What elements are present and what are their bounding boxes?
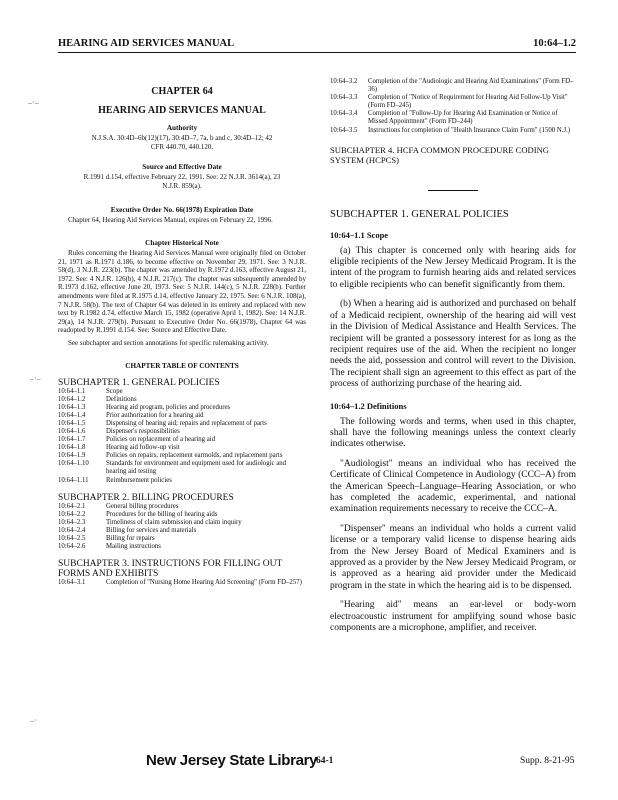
toc-subchapter-3-list-cont bbox=[330, 78, 576, 135]
scope-paragraph-a: (a) This chapter is concerned only with hearing aids for eligible recipients of the New Jersey Medicaid Program. It is the intent of the program to furnish hearing aids and related services to eligible recipients who can benefit significantly from them. bbox=[330, 245, 576, 290]
section-1-1-heading: 10:64–1.1 Scope bbox=[330, 229, 389, 240]
toc-entry[interactable]: 10:64–2.2 Procedures for the billing of hearing aids bbox=[58, 510, 218, 518]
header-manual-title: HEARING AID SERVICES MANUAL bbox=[58, 38, 235, 49]
authority-heading: Authority bbox=[166, 124, 198, 132]
toc-entry[interactable]: 10:64–3.2 Completion of the "Audiologic and Hearing Aid Examinations" (Form FD–36) bbox=[330, 78, 574, 94]
toc-entry[interactable]: 10:64–3.5 Instructions for completion of "Health Insurance Claim Form" (1500 N.J.) bbox=[330, 126, 571, 134]
toc-entry[interactable]: 10:64–3.4 Completion of "Follow-Up for Hearing Aid Examination or Notice of Missed Appointment" (Form FD–244) bbox=[330, 110, 558, 126]
toc-entry[interactable]: 10:64–1.5 Dispensing of hearing aid; repairs and replacement of parts bbox=[58, 419, 267, 427]
right-column bbox=[330, 78, 576, 634]
page-footer bbox=[0, 752, 618, 772]
definitions-intro: The following words and terms, when used in this chapter, shall have the following meanings unless the context clearly indicates otherwise. bbox=[330, 416, 576, 450]
chapter-title: HEARING AID SERVICES MANUAL bbox=[98, 105, 266, 116]
section-divider bbox=[428, 190, 478, 191]
toc-entry[interactable]: 10:64–1.8 Hearing aid follow-up visit bbox=[58, 444, 180, 452]
supplement-date: Supp. 8-21-95 bbox=[520, 756, 575, 766]
margin-mark: –· bbox=[30, 716, 37, 725]
executive-order-text: Chapter 64, Hearing Aid Services Manual, expires on February 22, 1996. bbox=[68, 216, 273, 225]
running-header bbox=[58, 38, 576, 52]
toc-entry[interactable]: 10:64–1.9 Policies on repairs, replacement earmolds, and replacement parts bbox=[58, 452, 283, 460]
left-column bbox=[58, 78, 306, 587]
toc-entry[interactable]: 10:64–1.3 Hearing aid program, policies and procedures bbox=[58, 403, 231, 411]
definition-hearing-aid: "Hearing aid" means an ear-level or body-worn electroacoustic instrument for amplifying sound whose basic components are a microphone, amplifier, and receiver. bbox=[330, 600, 576, 634]
toc-subchapter-2-list bbox=[58, 503, 306, 552]
source-text: R.1991 d.154, effective February 22, 1991. See: 22 N.J.R. 3614(a), 23 N.J.R. 859(a). bbox=[83, 173, 281, 190]
authority-text: N.J.S.A. 30:4D–6b(12)(17), 30:4D–7, 7a, b and c, 30:4D–12; 42 CFR 440.70, 440.120. bbox=[91, 134, 273, 151]
definition-dispenser: "Dispenser" means an individual who holds a current valid license or a temporary valid license to dispense hearing aids from the New Jersey Board of Medical Examiners and is approved as a provider by the New Jersey Medicaid Program, or is approved as a hearing aid provider under the Medicaid program in the state in which the hearing aid is to be dispensed. bbox=[330, 523, 576, 591]
definition-audiologist: "Audiologist" means an individual who has received the Certificate of Clinical Competence in Audiology (CCC–A) from the American Speech–Language–Hearing Association, or who has completed the academic, experimental, and national examination requirements necessary to receive the CCC–A. bbox=[330, 458, 576, 515]
executive-order-heading: Executive Order No. 66(1978) Expiration Date bbox=[110, 206, 254, 215]
toc-entry[interactable]: 10:64–1.10 Standards for environment and equipment used for audiologic and hearing aid testing bbox=[58, 460, 287, 476]
toc-heading: CHAPTER TABLE OF CONTENTS bbox=[125, 361, 239, 370]
toc-subchapter-4-title: SUBCHAPTER 4. HCFA COMMON PROCEDURE CODING SYSTEM (HCPCS) bbox=[330, 144, 550, 165]
historical-note-heading: Chapter Historical Note bbox=[145, 238, 219, 247]
toc-entry[interactable]: 10:64–1.7 Policies on replacement of a hearing aid bbox=[58, 436, 216, 444]
toc-entry[interactable]: 10:64–2.4 Billing for services and materials bbox=[58, 526, 197, 534]
library-stamp: New Jersey State Library bbox=[146, 752, 318, 769]
toc-entry[interactable]: 10:64–1.1 Scope bbox=[58, 387, 123, 395]
subchapter-1-title: SUBCHAPTER 1. GENERAL POLICIES bbox=[330, 208, 509, 220]
toc-entry[interactable]: 10:64–2.6 Mailing instructions bbox=[58, 543, 161, 551]
toc-subchapter-3-title: SUBCHAPTER 3. INSTRUCTIONS FOR FILLING OUT FORMS AND EXHIBITS bbox=[58, 559, 283, 580]
page-number: 64-1 bbox=[316, 756, 334, 766]
toc-entry[interactable]: 10:64–2.3 Timeliness of claim submission and claim inquiry bbox=[58, 518, 242, 526]
toc-entry[interactable]: 10:64–3.1 Completion of "Nursing Home Hearing Aid Screening" (Form FD–257) bbox=[58, 579, 302, 587]
historical-note-text: Rules concerning the Hearing Aid Services Manual were originally filed on October 21, 1971 as R.1971 d.186, to become effective on November 29, 1971. See: 3 N.J.R. 58(d), 3 N.J.R. 223(b). The chapter was amended by R.1972 d.163, effective August 21, 1972. See: 4 N.J.R. 126(b), 4 N.J.R. 217(c). The chapter was subsequently amended by R.1973 d.162, effective June 20, 1973. See: 5 N.J.R. 144(c), 5 N.J.R. 228(b). Further amendments were filed at R.1975 d.14, effective January 22, 1975. See: 6 N.J.R. 108(a), 7 N.J.R. 58(b). The text of Chapter 64 was deleted in its entirety and replaced with new text by R.1982 d.74, effective March 15, 1982 (operative April 1, 1982). See: 14 N.J.R. 29(a), 14 N.J.R. 279(b). Pursuant to Executive Order No. 66(1978), Chapter 64 was readopted by R.1991 d.154. See: Source and Effective Date. bbox=[58, 248, 306, 335]
toc-subchapter-1-list bbox=[58, 388, 306, 485]
header-section-number: 10:64–1.2 bbox=[533, 38, 576, 49]
source-heading: Source and Effective Date bbox=[142, 163, 222, 172]
header-rule bbox=[58, 52, 576, 53]
rulemaking-note: See subchapter and section annotations for specific rulemaking activity. bbox=[68, 338, 269, 347]
toc-subchapter-3-list-start bbox=[58, 579, 306, 587]
section-1-2-heading: 10:64–1.2 Definitions bbox=[330, 400, 407, 411]
scope-paragraph-b: (b) When a hearing aid is authorized and purchased on behalf of a Medicaid recipient, ownership of the hearing aid will vest in the Division of Medical Assistance and Health Services. The recipient will be granted a possessory interest for as long as the recipient requires use of the aid. When the recipient no longer needs the aid, possession and control will revert to the Division. The recipient shall sign an agreement to this effect as part of the process of authorizing purchase of the hearing aid. bbox=[330, 299, 576, 390]
toc-subchapter-2-title: SUBCHAPTER 2. BILLING PROCEDURES bbox=[58, 492, 234, 503]
toc-entry[interactable]: 10:64–1.11 Reimbursement policies bbox=[58, 476, 172, 484]
margin-mark: –·– bbox=[28, 98, 39, 107]
toc-entry[interactable]: 10:64–1.2 Definitions bbox=[58, 395, 137, 403]
chapter-label: CHAPTER 64 bbox=[151, 86, 213, 97]
toc-subchapter-1-title: SUBCHAPTER 1. GENERAL POLICIES bbox=[58, 377, 220, 388]
margin-mark: –·– bbox=[30, 374, 41, 383]
toc-entry[interactable]: 10:64–1.6 Dispenser's responsibilities bbox=[58, 427, 180, 435]
toc-entry[interactable]: 10:64–2.5 Billing for repairs bbox=[58, 535, 155, 542]
toc-entry[interactable]: 10:64–3.3 Completion of "Notice of Requirement for Hearing Aid Follow-Up Visit" (Form FD–245) bbox=[330, 94, 568, 110]
toc-entry[interactable]: 10:64–2.1 General billing procedures bbox=[58, 502, 179, 510]
toc-entry[interactable]: 10:64–1.4 Prior authorization for a hearing aid bbox=[58, 411, 204, 419]
